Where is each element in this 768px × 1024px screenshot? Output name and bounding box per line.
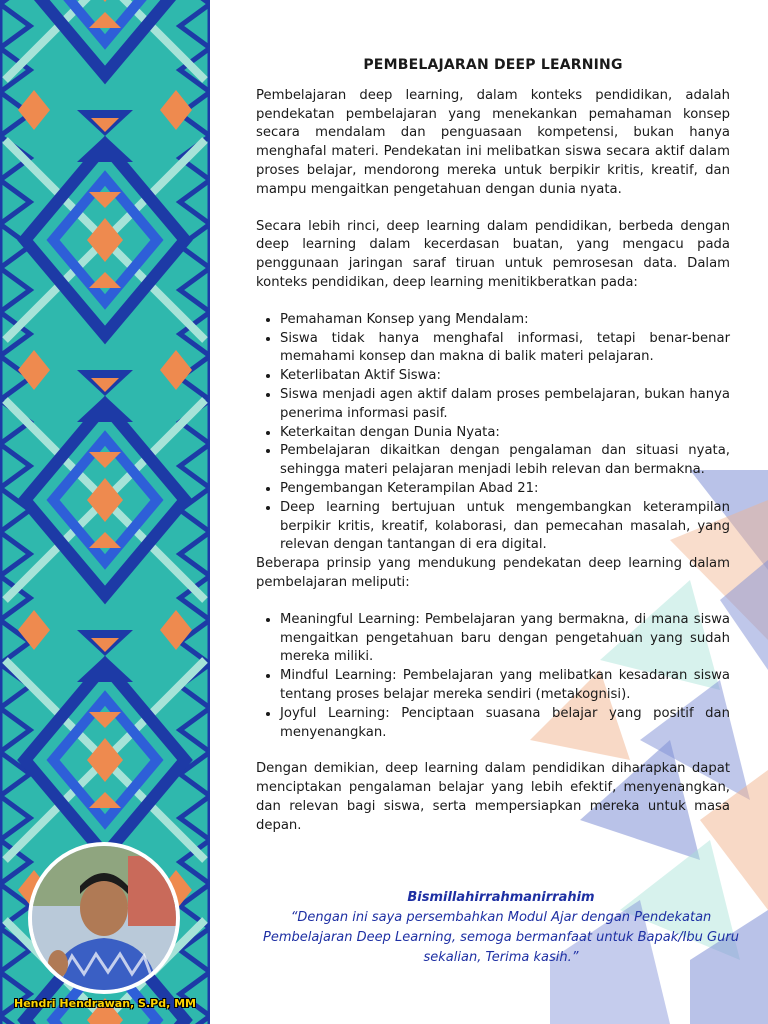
- author-portrait-icon: [32, 846, 176, 990]
- list-item: • Pengembangan Keterampilan Abad 21:: [280, 480, 730, 499]
- focus-list: [256, 311, 730, 555]
- author-name: Hendri Hendrawan, S.Pd, MM: [14, 997, 196, 1010]
- list-item: • Keterkaitan dengan Dunia Nyata:: [280, 424, 730, 443]
- page-title: PEMBELAJARAN DEEP LEARNING: [363, 57, 623, 73]
- principles-intro: Beberapa prinsip yang mendukung pendekatan deep learning dalam pembelajaran meliputi:: [256, 556, 730, 590]
- principles-list: [256, 611, 730, 743]
- closing-message: [240, 888, 762, 968]
- list-item: • Siswa menjadi agen aktif dalam proses pembelajaran, bukan hanya penerima informasi pasif.: [280, 386, 730, 424]
- avatar: [28, 842, 180, 994]
- list-item: • Joyful Learning: Penciptaan suasana belajar yang positif dan menyenangkan.: [280, 705, 730, 743]
- closing-line: sekalian, Terima kasih.”: [423, 950, 579, 965]
- list-item: • Pembelajaran dikaitkan dengan pengalaman dan situasi nyata, sehingga materi pelajaran menjadi lebih relevan dan bermakna.: [280, 442, 730, 480]
- list-item: • Mindful Learning: Pembelajaran yang melibatkan kesadaran siswa tentang proses belajar mereka sendiri (metakognisi).: [280, 667, 730, 705]
- list-item: • Siswa tidak hanya menghafal informasi, tetapi benar-benar memahami konsep dan makna di balik materi pelajaran.: [280, 330, 730, 368]
- conclusion-paragraph: Dengan demikian, deep learning dalam pendidikan diharapkan dapat menciptakan pengalaman belajar yang lebih efektif, menyenangkan, dan relevan bagi siswa, serta mempersiapkan mereka untuk masa depan.: [256, 761, 730, 833]
- closing-line: Pembelajaran Deep Learning, semoga bermanfaat untuk Bapak/Ibu Guru: [263, 930, 739, 945]
- list-item: • Meaningful Learning: Pembelajaran yang bermakna, di mana siswa mengaitkan pengetahuan baru dengan pengetahuan yang sudah mereka miliki.: [280, 611, 730, 667]
- document-body: [256, 50, 730, 835]
- detail-paragraph: Secara lebih rinci, deep learning dalam pendidikan, berbeda dengan deep learning dalam kecerdasan buatan, yang mengacu pada penggunaan jaringan saraf tiruan untuk pemrosesan data. Dalam konteks pendidikan, deep learning menitikberatkan pada:: [256, 218, 730, 290]
- list-item: • Keterlibatan Aktif Siswa:: [280, 367, 730, 386]
- closing-line: “Dengan ini saya persembahkan Modul Ajar dengan Pendekatan: [290, 910, 712, 925]
- list-item: • Deep learning bertujuan untuk mengembangkan keterampilan berpikir kritis, kreatif, kolaborasi, dan pemecahan masalah, yang relevan dengan tantangan di era digital.: [280, 499, 730, 555]
- intro-paragraph: Pembelajaran deep learning, dalam konteks pendidikan, adalah pendekatan pembelajaran yang menekankan pemahaman konsep secara mendalam dan penguasaan kompetensi, bukan hanya menghafal materi. Pendekatan ini melibatkan siswa secara aktif dalam proses belajar, mendorong mereka untuk berpikir kritis, kreatif, dan mampu mengaitkan pengetahuan dengan dunia nyata.: [256, 87, 730, 197]
- closing-line: Bismillahirrahmanirrahim: [407, 890, 595, 905]
- list-item: • Pemahaman Konsep yang Mendalam:: [280, 311, 730, 330]
